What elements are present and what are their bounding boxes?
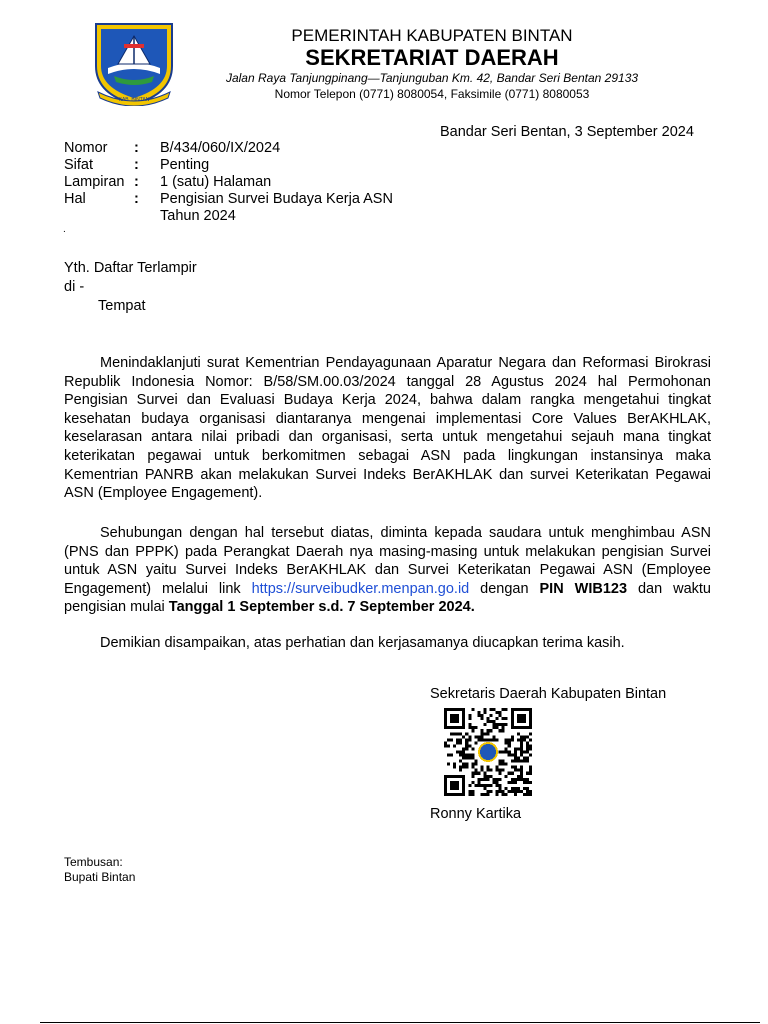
paragraph-1-text: Menindaklanjuti surat Kementrian Pendayagunaan Aparatur Negara dan Reformasi Birokrasi Republik Indonesia Nomor: B/58/SM.00.03/2024 tanggal 28 Agustus 2024 hal Permohonan Pengisian Survei dan Evaluasi Budaya Kerja 2024, bahwa dalam rangka mengetahui tingkat kesehatan budaya organisasi diantaranya mengenai implementasi Core Values BerAKHLAK, keselarasan antara nilai pribadi dan organisasi, serta untuk mengetahui sejauh mana tingkat keterikatan pegawai untuk berkomitmen sebagai ASN pada lingkungan instansinya maka Kementrian PANRB akan melakukan Survei Indeks BerAKHLAK dan survei Keterikatan Pegawai ASN (Employee Engagement). [64, 355, 711, 502]
body-paragraph-3 [64, 634, 711, 653]
sifat-value: Penting [160, 157, 210, 173]
cc-item: Bupati Bintan [64, 870, 136, 884]
government-name: PEMERINTAH KABUPATEN BINTAN [291, 26, 573, 45]
sifat-label: Sifat [64, 157, 94, 173]
office-name: SEKRETARIAT DAERAH [305, 45, 559, 70]
letter-date: Bandar Seri Bentan, 3 September 2024 [440, 124, 694, 140]
nomor-label: Nomor [64, 140, 108, 156]
colon: : [134, 191, 139, 207]
body-paragraph-1 [64, 354, 711, 503]
office-contact: Nomor Telepon (0771) 8080054, Faksimile (0771) 8080053 [274, 87, 590, 101]
regency-emblem-icon [88, 14, 180, 106]
recipient-line2: di - [64, 279, 85, 295]
hal-label: Hal [64, 191, 86, 207]
recipient-block [64, 259, 197, 316]
paragraph-3-text: Demikian disampaikan, atas perhatian dan kerjasamanya diucapkan terima kasih. [100, 635, 625, 651]
signatory-title: Sekretaris Daerah Kabupaten Bintan [430, 686, 667, 702]
survey-link[interactable]: https://surveibudker.menpan.go.id [251, 580, 470, 597]
hal-value-2: Tahun 2024 [160, 208, 236, 224]
emblem-motto: KAB. BINTAN [118, 97, 150, 103]
letter-meta [64, 140, 393, 225]
carbon-copy [64, 855, 135, 885]
lampiran-value: 1 (satu) Halaman [160, 174, 272, 190]
paragraph-2-part-b: dengan [469, 580, 540, 597]
colon: : [134, 174, 139, 190]
signatory-name: Ronny Kartika [430, 806, 522, 822]
cc-label: Tembusan: [64, 855, 123, 869]
hal-value: Pengisian Survei Budaya Kerja ASN [160, 191, 393, 207]
recipient-line3: Tempat [98, 298, 146, 314]
colon: : [134, 140, 139, 156]
paragraph-2-text [64, 524, 711, 617]
recipient-line1: Yth. Daftar Terlampir [64, 260, 197, 276]
body-paragraph-2 [64, 524, 711, 617]
pin-code: PIN WIB123 [539, 580, 628, 597]
lampiran-label: Lampiran [64, 174, 125, 190]
bottom-rule [40, 1022, 760, 1023]
office-address: Jalan Raya Tanjungpinang—Tanjunguban Km. 42, Bandar Seri Bentan 29133 [225, 71, 639, 85]
nomor-value: B/434/060/IX/2024 [160, 140, 281, 156]
paragraph-2-part-a: Sehubungan dengan hal tersebut diatas, diminta kepada saudara untuk menghimbau ASN (PNS dan PPPK) pada Perangkat Daerah nya masing-masing untuk melakukan pengisian Survei untuk ASN yaitu Survei Indeks BerAKHLAK dan Survei Keterikatan Pegawai ASN (Employee Engagement) melalui link [64, 525, 711, 597]
colon: : [134, 157, 139, 173]
survey-period: Tanggal 1 September s.d. 7 September 2024. [168, 599, 475, 616]
paragraph-2-part-c: dan waktu pengisian mulai [64, 580, 711, 616]
stray-dot: . [63, 224, 66, 235]
qr-code-icon [444, 708, 532, 796]
